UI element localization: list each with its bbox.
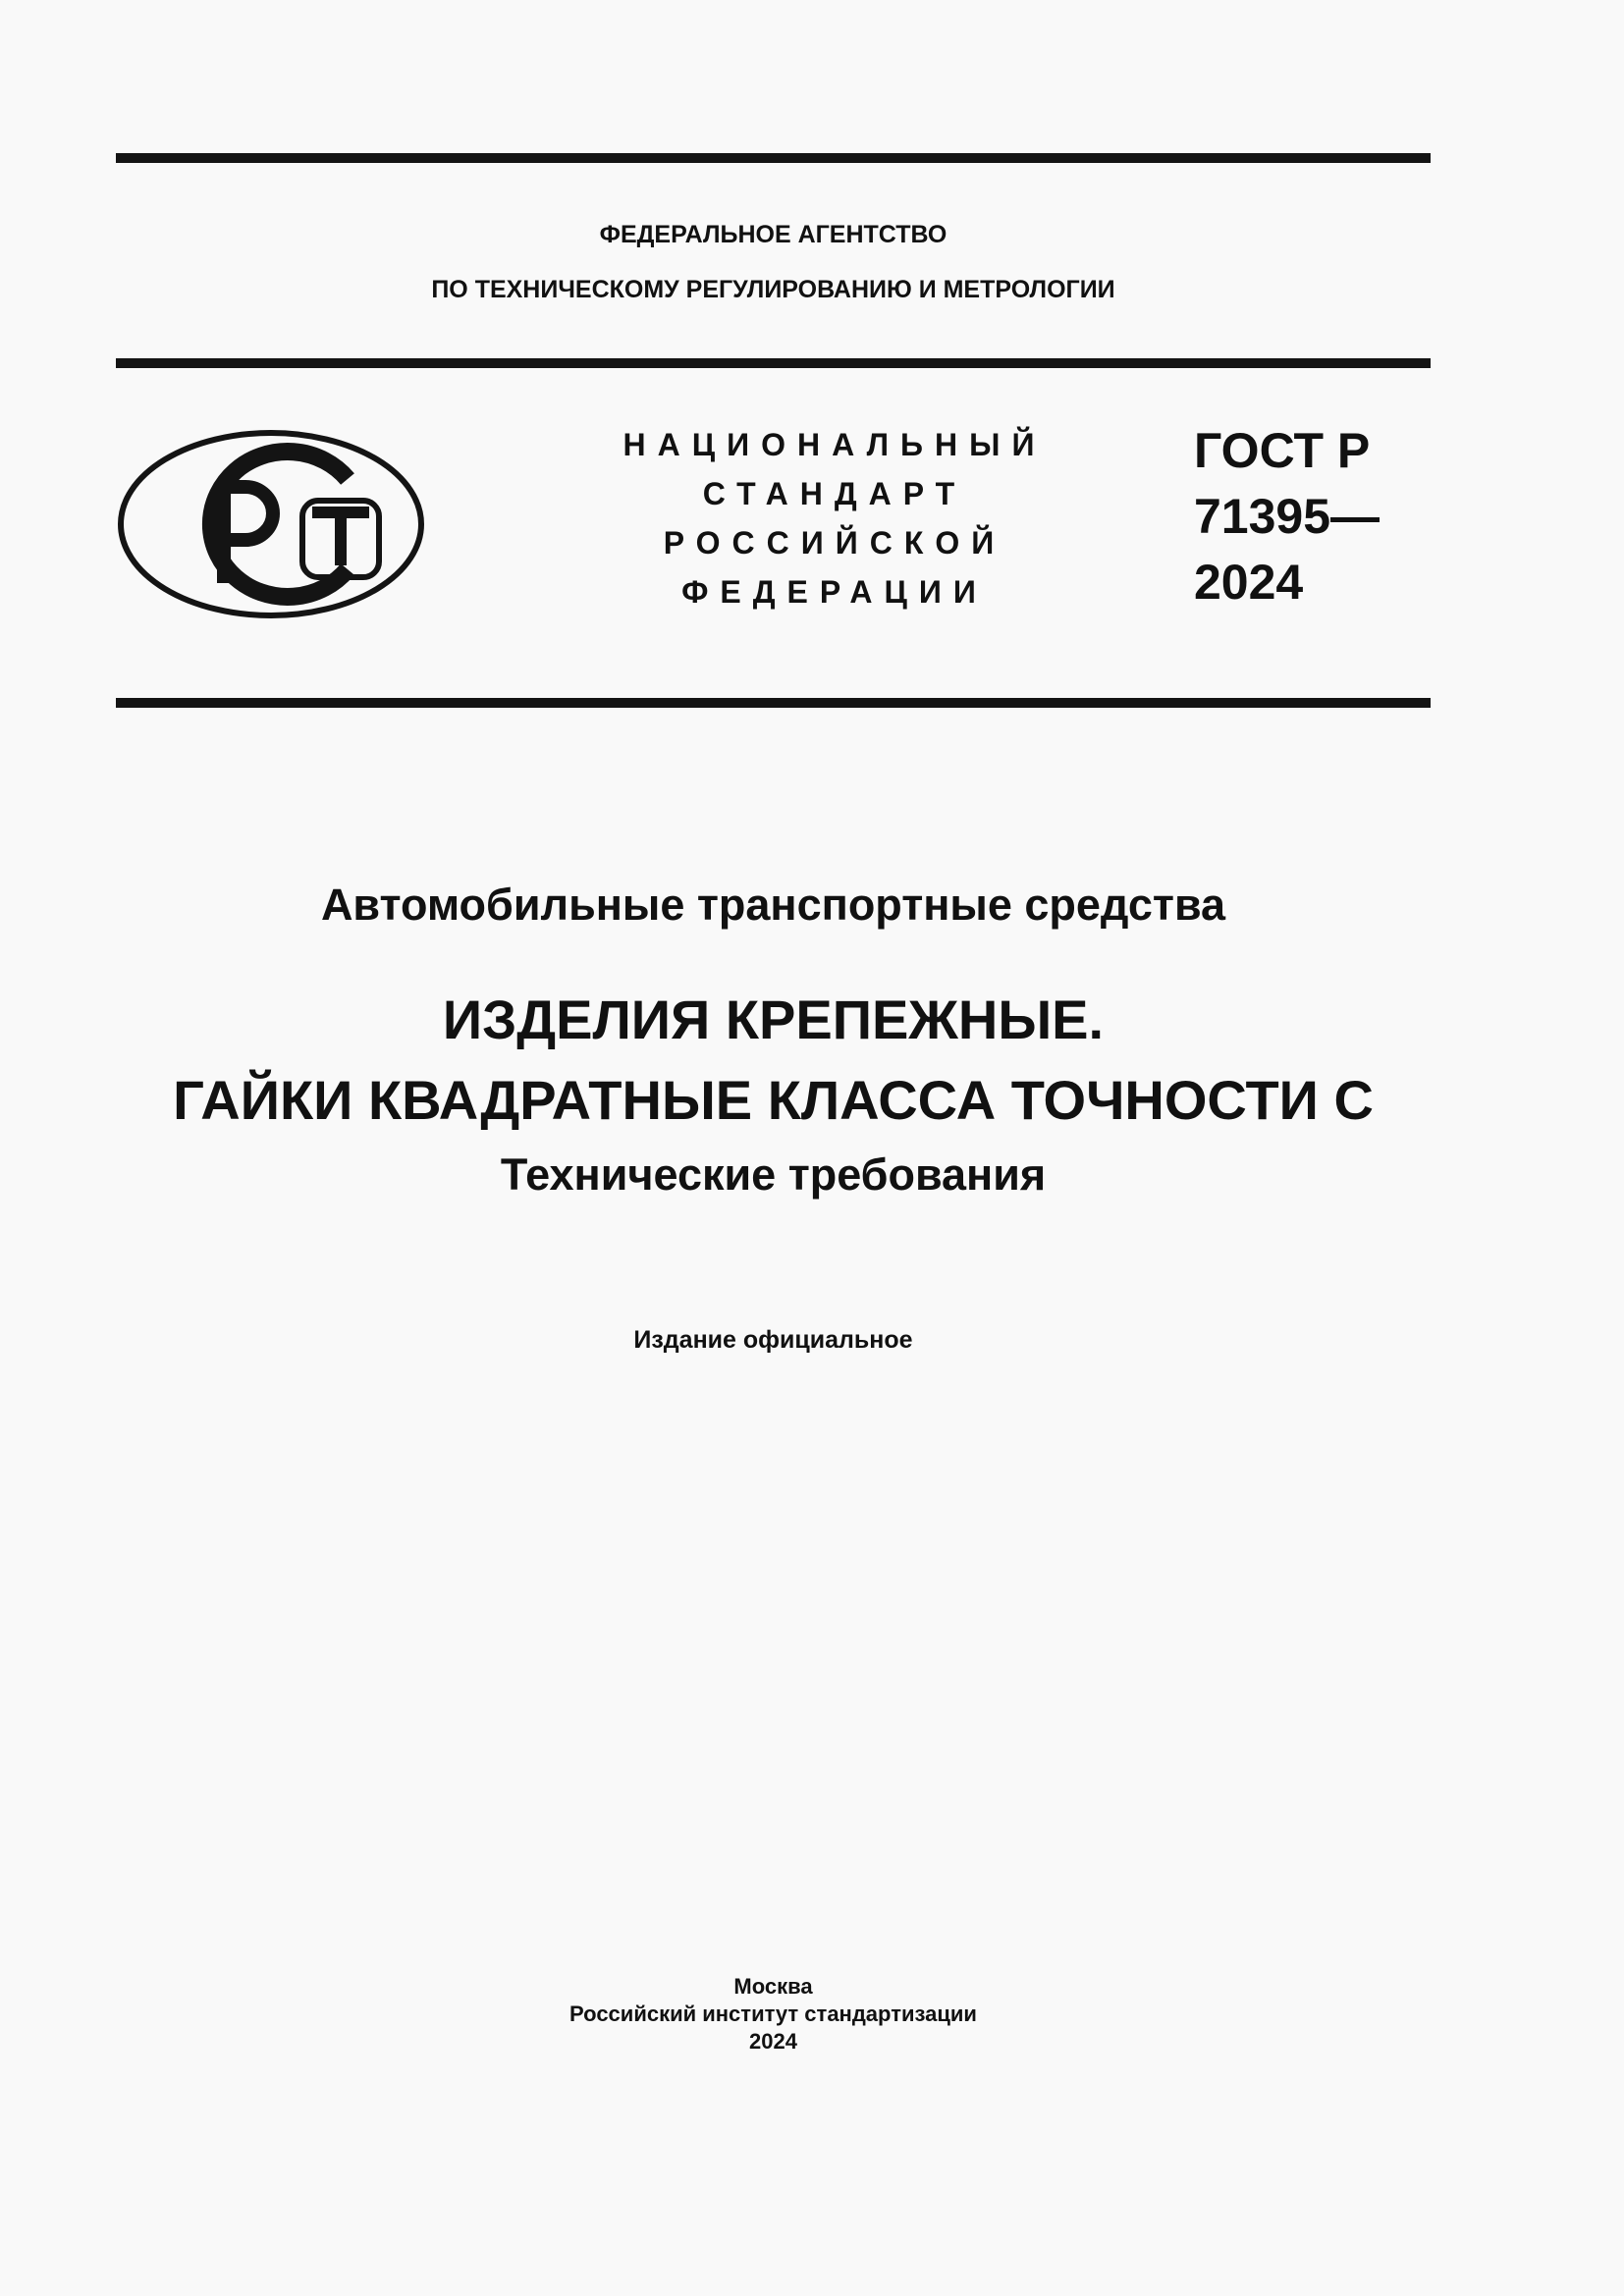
- agency-name-line-2: ПО ТЕХНИЧЕСКОМУ РЕГУЛИРОВАНИЮ И МЕТРОЛОГИИ: [431, 276, 1115, 303]
- national-standard-block: [589, 420, 1080, 616]
- document-title: [116, 980, 1431, 1141]
- rst-certification-mark-icon: [116, 428, 426, 620]
- national-standard-line-1: НАЦИОНАЛЬНЫЙ: [623, 427, 1047, 462]
- document-subtitle: Технические требования: [500, 1149, 1047, 1200]
- designation-line-1: ГОСТ Р: [1194, 423, 1371, 478]
- document-subject: Автомобильные транспортные средства: [320, 880, 1226, 930]
- national-standard-line-4: ФЕДЕРАЦИИ: [681, 574, 988, 610]
- imprint-year: 2024: [749, 2029, 797, 2054]
- bottom-header-rule: [116, 698, 1431, 708]
- agency-name-line-1: ФЕДЕРАЛЬНОЕ АГЕНТСТВО: [599, 221, 947, 248]
- top-rule: [116, 153, 1431, 163]
- standard-designation: [1194, 418, 1380, 615]
- imprint: [116, 1973, 1431, 2056]
- designation-line-3: 2024: [1194, 555, 1304, 610]
- imprint-city: Москва: [733, 1974, 813, 1999]
- document-title-line-2: ГАЙКИ КВАДРАТНЫЕ КЛАССА ТОЧНОСТИ С: [173, 1069, 1374, 1131]
- document-title-line-1: ИЗДЕЛИЯ КРЕПЕЖНЫЕ.: [442, 988, 1105, 1050]
- national-standard-line-2: СТАНДАРТ: [702, 476, 967, 511]
- edition-note: Издание официальное: [633, 1326, 913, 1354]
- designation-line-2: 71395—: [1194, 489, 1380, 544]
- national-standard-line-3: РОССИЙСКОЙ: [663, 525, 1006, 561]
- imprint-publisher: Российский институт стандартизации: [569, 2002, 977, 2026]
- header-rule: [116, 358, 1431, 368]
